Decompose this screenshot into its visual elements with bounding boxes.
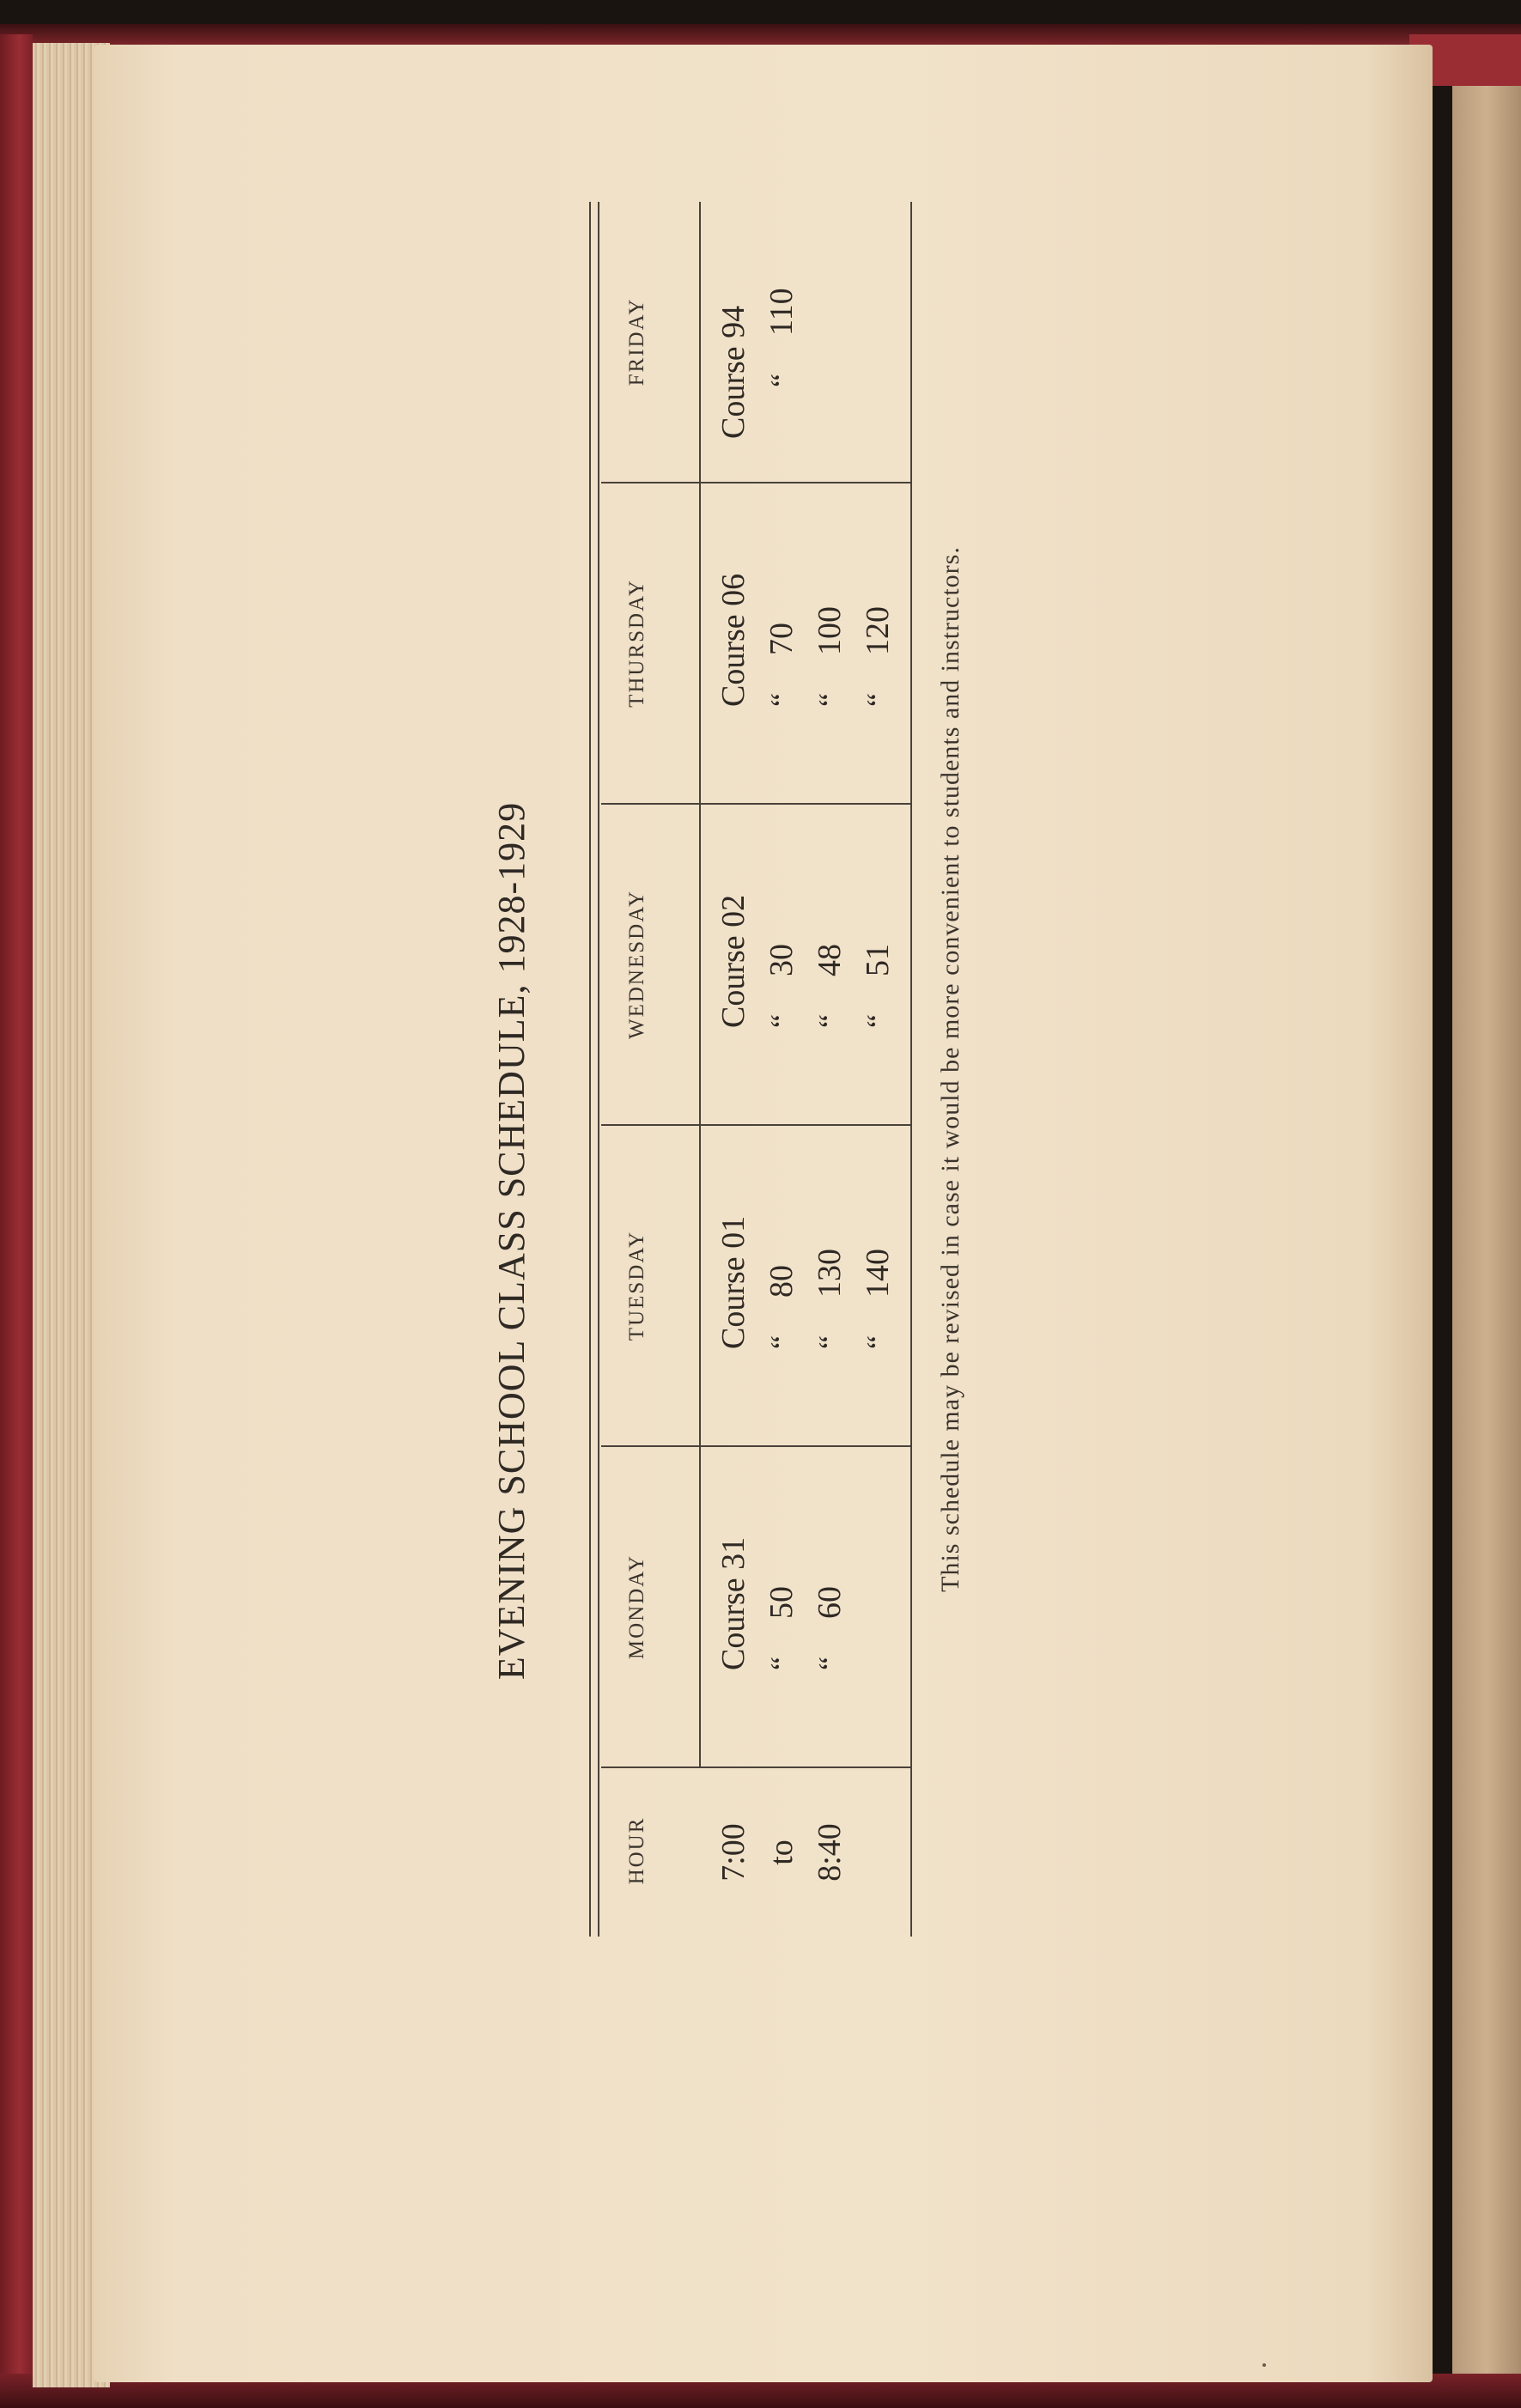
- ditto-mark: “: [861, 1014, 895, 1028]
- header-rule-monday: [699, 1447, 701, 1766]
- friday-course-2: “110: [764, 288, 800, 387]
- schedule-note: This schedule may be revised in case it would be more convenient to students and instructors.: [936, 546, 964, 1592]
- wednesday-course-3: “48: [812, 944, 848, 1028]
- rotated-schedule-sheet: [490, 288, 1262, 2100]
- ditto-mark: “: [764, 374, 799, 387]
- ditto-mark: “: [764, 1014, 799, 1028]
- hour-start: 7:00: [715, 1823, 751, 1882]
- column-header-friday: FRIDAY: [625, 297, 648, 386]
- page-title: EVENING SCHOOL CLASS SCHEDULE, 1928-1929: [490, 801, 532, 1681]
- ditto-mark: “: [861, 693, 895, 707]
- column-header-tuesday: TUESDAY: [625, 1230, 648, 1341]
- header-rule-thursday: [699, 483, 701, 803]
- ditto-mark: “: [764, 1335, 799, 1349]
- monday-course-1: Course 31: [715, 1536, 751, 1670]
- hour-to: to: [764, 1839, 800, 1865]
- ditto-mark: “: [812, 1335, 847, 1349]
- thursday-course-4: “120: [860, 606, 896, 707]
- thursday-course-2: “70: [764, 623, 800, 707]
- tuesday-course-4: “140: [860, 1249, 896, 1349]
- ditto-mark: “: [861, 1335, 895, 1349]
- ditto-mark: “: [764, 1657, 799, 1670]
- ditto-mark: “: [812, 693, 847, 707]
- book-cover-left: [0, 34, 33, 2387]
- column-header-monday: MONDAY: [625, 1554, 648, 1660]
- header-rule-wednesday: [699, 805, 701, 1124]
- wednesday-course-1: Course 02: [715, 894, 751, 1028]
- tuesday-course-2: “80: [764, 1265, 800, 1349]
- friday-course-1: Course 94: [715, 305, 751, 439]
- column-header-thursday: THURSDAY: [625, 579, 648, 708]
- book-cover-right: [1452, 34, 1521, 2405]
- ditto-mark: “: [812, 1014, 847, 1028]
- column-header-wednesday: WEDNESDAY: [625, 889, 648, 1040]
- table-top-rule: [589, 202, 599, 1937]
- thursday-course-1: Course 06: [715, 573, 751, 707]
- wednesday-course-2: “30: [764, 944, 800, 1028]
- ditto-mark: “: [764, 693, 799, 707]
- header-rule-tuesday: [699, 1126, 701, 1445]
- monday-course-2: “50: [764, 1586, 800, 1670]
- table-bottom-rule: [910, 202, 912, 1937]
- wednesday-course-4: “51: [860, 944, 896, 1028]
- hour-end: 8:40: [812, 1823, 848, 1882]
- header-rule-friday: [699, 202, 701, 482]
- column-header-hour: HOUR: [625, 1816, 648, 1885]
- column-divider: [601, 1766, 912, 1768]
- thursday-course-3: “100: [812, 606, 848, 707]
- ditto-mark: “: [812, 1657, 847, 1670]
- tuesday-course-3: “130: [812, 1249, 848, 1349]
- paper-speck: [1262, 2363, 1266, 2367]
- tuesday-course-1: Course 01: [715, 1215, 751, 1349]
- monday-course-3: “60: [812, 1586, 848, 1670]
